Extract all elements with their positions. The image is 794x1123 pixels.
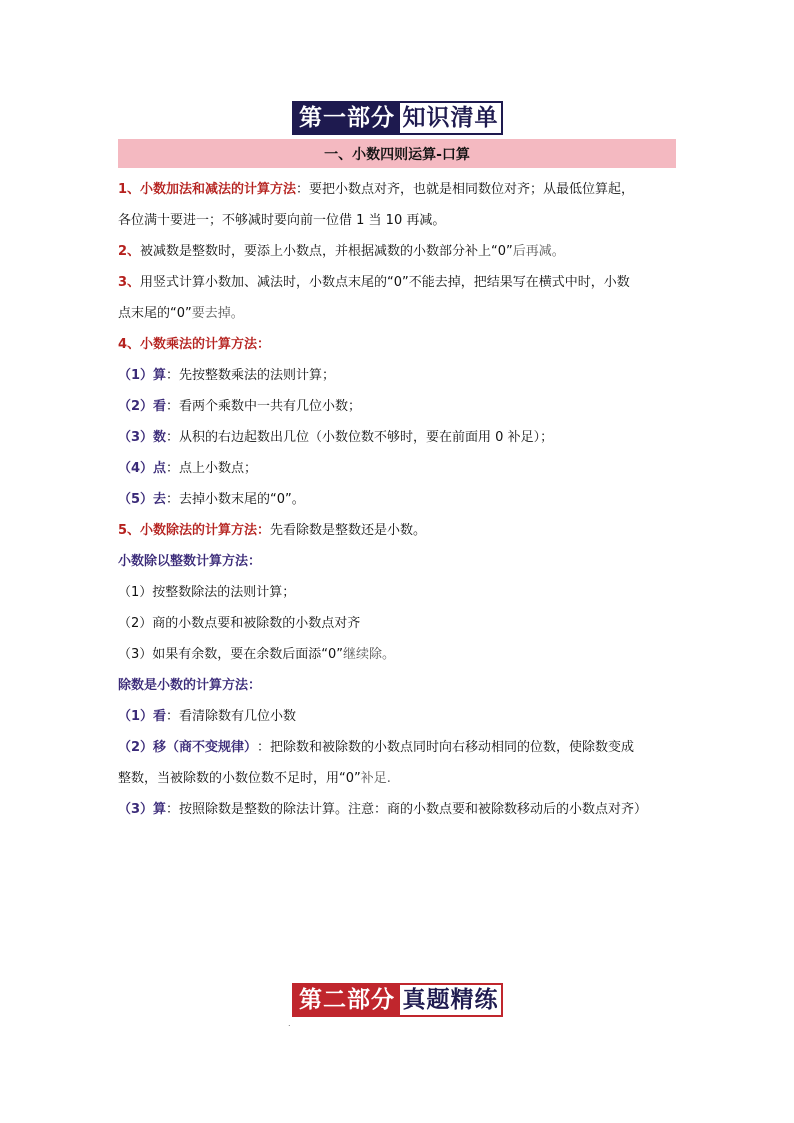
rule-2-text: 被减数是整数时，要添上小数点，并根据减数的小数部分补上“0”: [140, 243, 513, 259]
rule-1-text-1: ：要把小数点对齐，也就是相同数位对齐；从最低位算起，: [296, 181, 635, 197]
step-4-label: （4）点: [118, 460, 167, 476]
sub2-item-2-label: （2）移（商不变规律）: [118, 739, 258, 755]
sub1-item-1: [118, 577, 680, 608]
step-2-text: ：看两个乘数中一共有几位小数；: [166, 398, 362, 414]
footer-dot: .: [288, 1019, 291, 1028]
step-2-label: （2）看: [118, 398, 167, 414]
knowledge-list: [118, 174, 680, 825]
sub1-item-2-text: （2）商的小数点要和被除数的小数点对齐: [118, 615, 361, 631]
sub1-item-3-tail: 继续除。: [343, 646, 396, 662]
section-heading: 一、小数四则运算-口算: [118, 139, 676, 168]
part-two-banner: [292, 983, 503, 1017]
sub2-item-1-text: ：看清除数有几位小数: [166, 708, 297, 724]
sub2-item-2-line-1: [118, 732, 680, 763]
part-two-title: 真题精练: [400, 985, 501, 1015]
sub2-item-2-text-1: ：把除数和被除数的小数点同时向右移动相同的位数，使除数变成: [257, 739, 635, 755]
rule-4-step-1: [118, 360, 680, 391]
rule-4-step-2: [118, 391, 680, 422]
rule-5: [118, 515, 680, 546]
rule-4-heading: [118, 329, 680, 360]
sub1-item-3-text: （3）如果有余数，要在余数后面添“0”: [118, 646, 344, 662]
rule-4-step-3: [118, 422, 680, 453]
sub2-item-2-tail: 补足.: [360, 770, 391, 786]
rule-4-step-4: [118, 453, 680, 484]
sub2-item-3-label: （3）算: [118, 801, 167, 817]
sub1-item-2: [118, 608, 680, 639]
rule-2-label: 2、: [118, 243, 141, 259]
sub2-title-line: [118, 670, 680, 701]
sub2-item-1-label: （1）看: [118, 708, 167, 724]
step-5-label: （5）去: [118, 491, 167, 507]
step-3-text: ：从积的右边起数出几位（小数位数不够时，要在前面用 0 补足）；: [166, 429, 554, 445]
step-4-text: ：点上小数点；: [166, 460, 258, 476]
rule-2-tail: 后再减。: [512, 243, 565, 259]
sub2-item-3: [118, 794, 680, 825]
rule-5-label: 5、小数除法的计算方法：: [118, 522, 271, 538]
step-1-label: （1）算: [118, 367, 167, 383]
rule-1-label: 1、小数加法和减法的计算方法: [118, 181, 297, 197]
part-one-number: 第一部分: [294, 103, 400, 133]
sub1-title-line: [118, 546, 680, 577]
rule-5-text: 先看除数是整数还是小数。: [270, 522, 427, 538]
sub1-item-3: [118, 639, 680, 670]
step-1-text: ：先按整数乘法的法则计算；: [166, 367, 336, 383]
sub2-item-2-line-2: [118, 763, 680, 794]
sub2-item-1: [118, 701, 680, 732]
rule-3-line-1: [118, 267, 680, 298]
rule-3-text-2: 点末尾的“0”: [118, 305, 192, 321]
rule-3-line-2: [118, 298, 680, 329]
part-one-title: 知识清单: [400, 103, 501, 133]
rule-3-label: 3、: [118, 274, 141, 290]
rule-2: [118, 236, 680, 267]
rule-1-line-1: [118, 174, 680, 205]
sub2-item-2-text-2: 整数，当被除数的小数位数不足时，用“0”: [118, 770, 361, 786]
part-two-number: 第二部分: [294, 985, 400, 1015]
rule-1-line-2: [118, 205, 680, 236]
rule-1-text-2: 各位满十要进一；不够减时要向前一位借 1 当 10 再减。: [118, 212, 446, 228]
sub1-item-1-text: （1）按整数除法的法则计算；: [118, 584, 296, 600]
rule-3-text-1: 用竖式计算小数加、减法时，小数点末尾的“0”不能去掉，把结果写在横式中时，小数: [140, 274, 630, 290]
sub2-title: 除数是小数的计算方法：: [118, 677, 262, 693]
rule-4-step-5: [118, 484, 680, 515]
step-3-label: （3）数: [118, 429, 167, 445]
sub1-title: 小数除以整数计算方法：: [118, 553, 262, 569]
step-5-text: ：去掉小数末尾的“0”。: [166, 491, 305, 507]
sub2-item-3-text: ：按照除数是整数的除法计算。注意：商的小数点要和被除数移动后的小数点对齐）: [166, 801, 648, 817]
part-one-banner: [292, 101, 503, 135]
rule-4-label: 4、小数乘法的计算方法：: [118, 336, 271, 352]
rule-3-tail: 要去掉。: [191, 305, 244, 321]
